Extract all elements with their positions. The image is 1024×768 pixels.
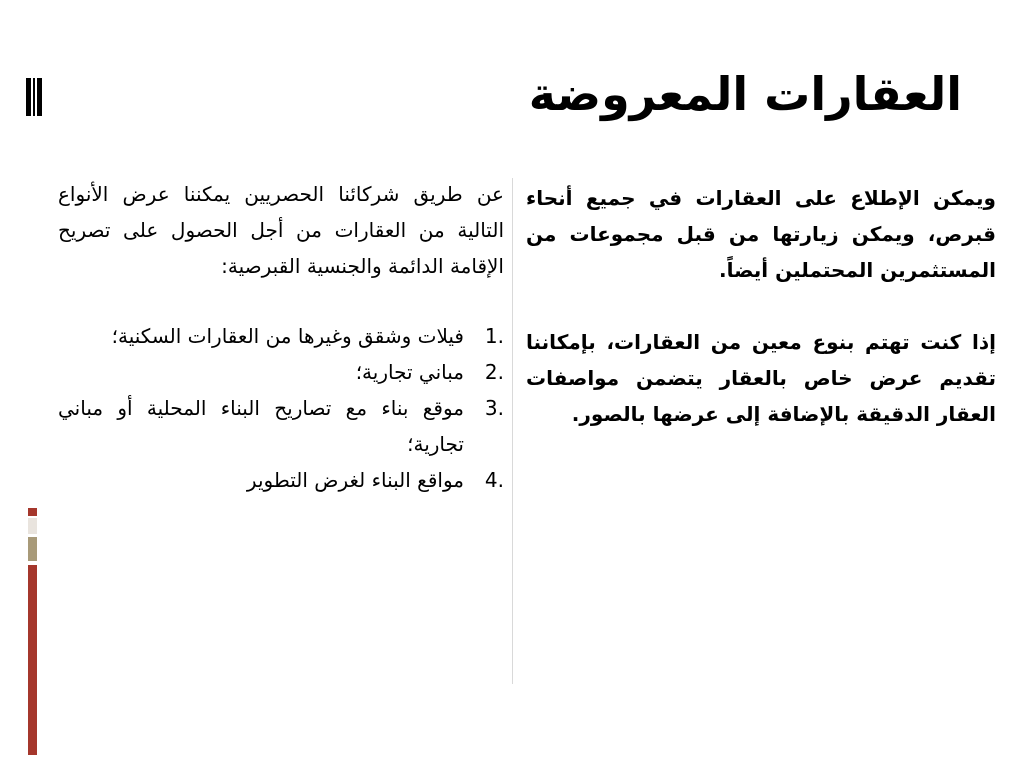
left-intro-paragraph: عن طريق شركائنا الحصريين يمكننا عرض الأنواع التالية من العقارات من أجل الحصول على تصريح الإقامة الدائمة والجنسية القبرصية: <box>58 182 504 278</box>
list-item <box>58 390 504 462</box>
corner-mark-icon <box>26 78 42 116</box>
list-item <box>58 354 504 390</box>
list-item-number: 3. <box>484 396 504 420</box>
list-item <box>58 318 504 354</box>
right-paragraph-2: إذا كنت تهتم بنوع معين من العقارات، بإمكاننا تقديم عرض خاص بالعقار يتضمن مواصفات العقار الدقيقة بالإضافة إلى عرضها بالصور. <box>526 330 996 426</box>
list-item-text: مواقع البناء لغرض التطوير <box>246 468 464 492</box>
list-item-number: 2. <box>484 360 504 384</box>
accent-bar-red-small <box>28 508 37 516</box>
left-text-column <box>58 176 504 498</box>
accent-bar-red-long <box>28 565 37 755</box>
property-types-list <box>58 318 504 498</box>
column-divider <box>512 178 513 684</box>
list-item-text: فيلات وشقق وغيرها من العقارات السكنية؛ <box>111 324 464 348</box>
right-text-column <box>526 180 996 468</box>
list-item-text: موقع بناء مع تصاريح البناء المحلية أو مباني تجارية؛ <box>58 396 464 456</box>
accent-bar-tan <box>28 537 37 561</box>
list-item-number: 4. <box>484 468 504 492</box>
list-item-text: مباني تجارية؛ <box>355 360 464 384</box>
list-item <box>58 462 504 498</box>
accent-bar-light <box>28 518 37 534</box>
right-paragraph-1: ويمكن الإطلاع على العقارات في جميع أنحاء قبرص، ويمكن زيارتها من قبل مجموعات من المستثمرين المحتملين أيضاً. <box>526 186 996 282</box>
slide-title: العقارات المعروضة <box>528 67 962 121</box>
list-item-number: 1. <box>484 324 504 348</box>
